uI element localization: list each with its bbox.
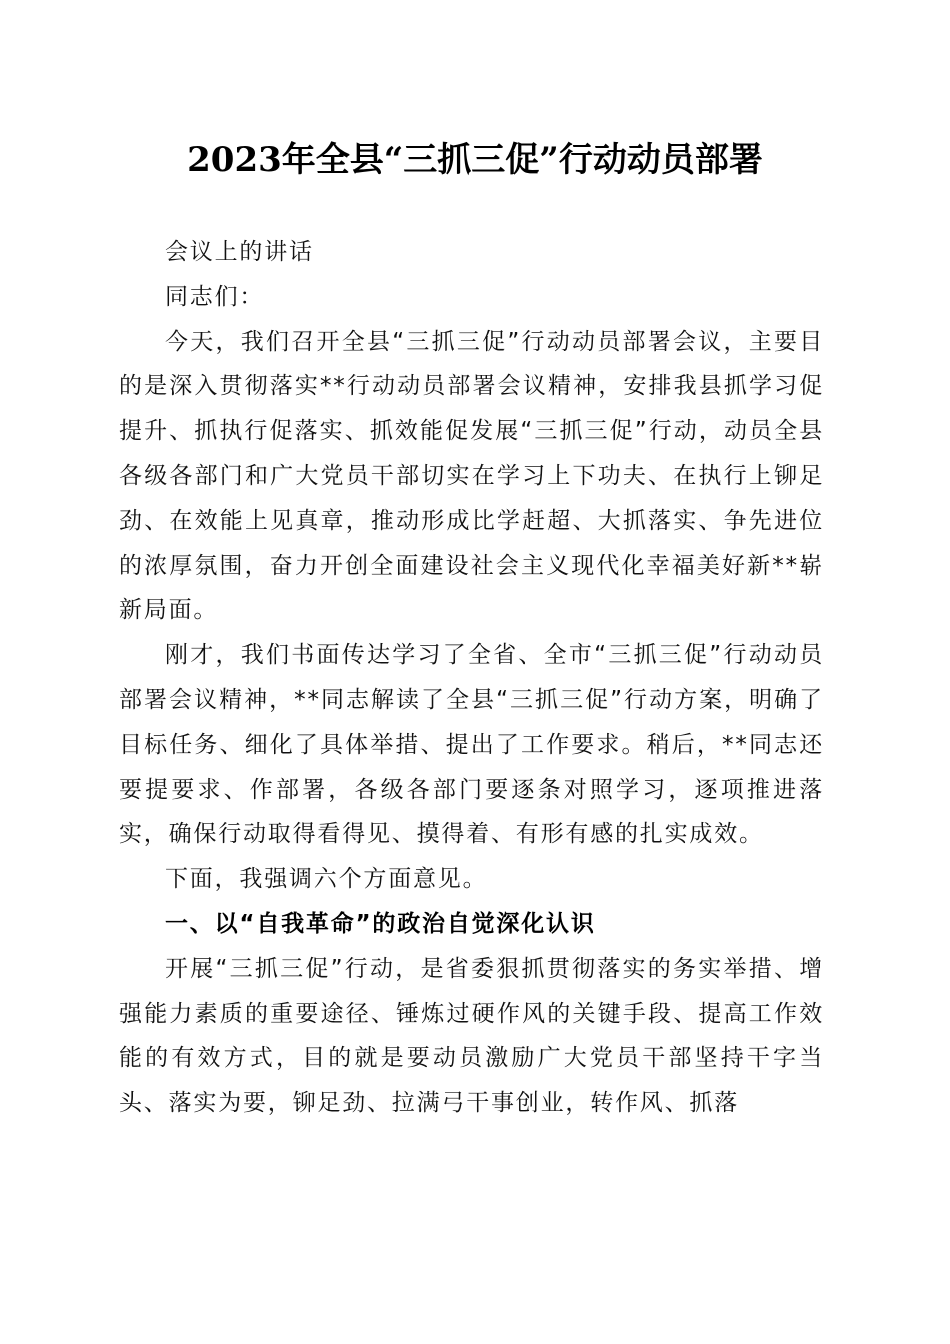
- paragraph-subtitle: 会议上的讲话: [165, 239, 314, 265]
- document-title: 2023年全县“三抓三促”行动动员部署: [187, 140, 763, 180]
- paragraph-transition: 下面，我强调六个方面意见。: [165, 866, 488, 893]
- paragraph-review: 刚才，我们书面传达学习了全省、全市“三抓三促”行动动员部署会议精神，**同志解读了全县“三抓三促”行动方案，明确了目标任务、细化了具体举措、提出了工作要求。稍后，**同志还要提要求、作部署，各级各部门要逐条对照学习，逐项推进落实，确保行动取得看得见、摸得着、有形有感的扎实成效。: [119, 642, 824, 848]
- paragraph-intro: 今天，我们召开全县“三抓三促”行动动员部署会议，主要目的是深入贯彻落实**行动动员部署会议精神，安排我县抓学习促提升、抓执行促落实、抓效能促发展“三抓三促”行动，动员全县各级各部门和广大党员干部切实在学习上下功夫、在执行上铆足劲、在效能上见真章，推动形成比学赶超、大抓落实、争先进位的浓厚氛围，奋力开创全面建设社会主义现代化幸福美好新**崭新局面。: [119, 328, 824, 624]
- section-heading-1: 一、以“自我革命”的政治自觉深化认识: [165, 910, 596, 937]
- paragraph-section-1: 开展“三抓三促”行动，是省委狠抓贯彻落实的务实举措、增强能力素质的重要途径、锤炼过硬作风的关键手段、提高工作效能的有效方式，目的就是要动员激励广大党员干部坚持干字当头、落实为要，铆足劲、拉满弓干事创业，转作风、抓落: [119, 955, 824, 1117]
- document-body: [119, 230, 824, 1126]
- paragraph-salutation: 同志们：: [165, 283, 265, 310]
